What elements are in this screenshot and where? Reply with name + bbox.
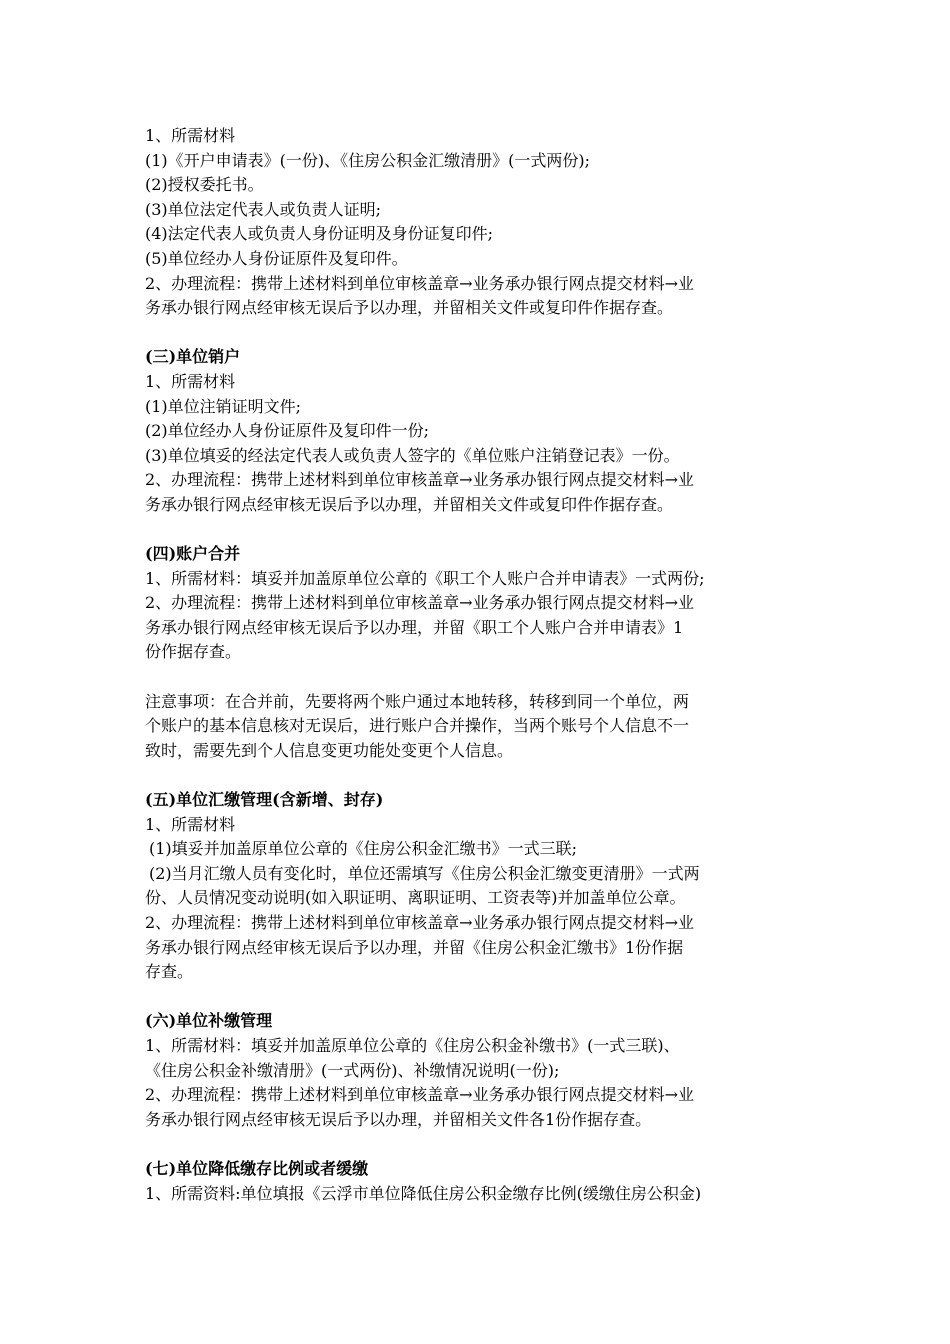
text-line: 1、所需材料 xyxy=(145,814,236,834)
section-heading: (六)单位补缴管理 xyxy=(145,1011,273,1031)
section-heading: (五)单位汇缴管理(含新增、封存) xyxy=(145,790,384,810)
document-body xyxy=(145,124,810,1206)
text-line: (2)授权委托书。 xyxy=(145,175,264,195)
text-line: (2)单位经办人身份证原件及复印件一份; xyxy=(145,421,430,441)
text-line: 存查。 xyxy=(145,962,194,982)
paragraph-gap xyxy=(145,518,810,543)
text-line: 《住房公积金补缴清册》(一式两份)、补缴情况说明(一份); xyxy=(145,1060,560,1080)
paragraph-gap xyxy=(145,665,810,690)
text-line: 个账户的基本信息核对无误后，进行账户合并操作，当两个账号个人信息不一 xyxy=(145,716,690,736)
text-line: (5)单位经办人身份证原件及复印件。 xyxy=(145,248,408,268)
section-heading: (四)账户合并 xyxy=(145,544,241,564)
paragraph-gap xyxy=(145,321,810,346)
paragraph-gap xyxy=(145,1132,810,1157)
text-line: 1、所需材料 xyxy=(145,126,236,145)
text-line: 务承办银行网点经审核无误后予以办理，并留相关文件或复印件作据存查。 xyxy=(145,298,674,318)
text-line: 2、办理流程：携带上述材料到单位审核盖章→业务承办银行网点提交材料→业 xyxy=(145,470,694,490)
text-line: 务承办银行网点经审核无误后予以办理，并留《职工个人账户合并申请表》1 xyxy=(145,617,684,637)
text-line: 务承办银行网点经审核无误后予以办理，并留相关文件或复印件作据存查。 xyxy=(145,494,674,514)
text-line: 份、人员情况变动说明(如入职证明、离职证明、工资表等)并加盖单位公章。 xyxy=(145,888,686,908)
paragraph-gap xyxy=(145,763,810,788)
text-line: 1、所需材料：填妥并加盖原单位公章的《职工个人账户合并申请表》一式两份; xyxy=(145,568,705,588)
text-line: (1)《开户申请表》(一份)、《住房公积金汇缴清册》(一式两份); xyxy=(145,150,591,170)
text-line: (4)法定代表人或负责人身份证明及身份证复印件; xyxy=(145,224,494,244)
paragraph-gap xyxy=(145,985,810,1010)
text-line: 1、所需材料：填妥并加盖原单位公章的《住房公积金补缴书》(一式三联)、 xyxy=(145,1035,680,1055)
text-line: (3)单位法定代表人或负责人证明; xyxy=(145,199,382,219)
text-line: 1、所需材料 xyxy=(145,371,236,391)
section-heading: (三)单位销户 xyxy=(145,347,241,367)
text-line: (1)填妥并加盖原单位公章的《住房公积金汇缴书》一式三联; xyxy=(149,839,578,859)
text-line: 务承办银行网点经审核无误后予以办理，并留《住房公积金汇缴书》1份作据 xyxy=(145,937,684,957)
text-line: 注意事项：在合并前，先要将两个账户通过本地转移，转移到同一个单位，两 xyxy=(145,691,690,711)
text-line: 2、办理流程：携带上述材料到单位审核盖章→业务承办银行网点提交材料→业 xyxy=(145,913,694,932)
text-line: 2、办理流程：携带上述材料到单位审核盖章→业务承办银行网点提交材料→业 xyxy=(145,593,694,613)
text-line: 致时，需要先到个人信息变更功能处变更个人信息。 xyxy=(145,740,514,760)
text-line: 份作据存查。 xyxy=(145,642,242,662)
section-heading: (七)单位降低缴存比例或者缓缴 xyxy=(145,1158,369,1178)
text-line: 2、办理流程：携带上述材料到单位审核盖章→业务承办银行网点提交材料→业 xyxy=(145,273,694,293)
text-line: (2)当月汇缴人员有变化时，单位还需填写《住房公积金汇缴变更清册》一式两 xyxy=(149,863,700,883)
text-line: 2、办理流程：携带上述材料到单位审核盖章→业务承办银行网点提交材料→业 xyxy=(145,1085,694,1105)
text-line: 1、所需资料:单位填报《云浮市单位降低住房公积金缴存比例(缓缴住房公积金) xyxy=(145,1183,702,1203)
text-line: (3)单位填妥的经法定代表人或负责人签字的《单位账户注销登记表》一份。 xyxy=(145,445,680,465)
text-line: (1)单位注销证明文件; xyxy=(145,396,302,416)
text-line: 务承办银行网点经审核无误后予以办理，并留相关文件各1份作据存查。 xyxy=(145,1109,652,1129)
